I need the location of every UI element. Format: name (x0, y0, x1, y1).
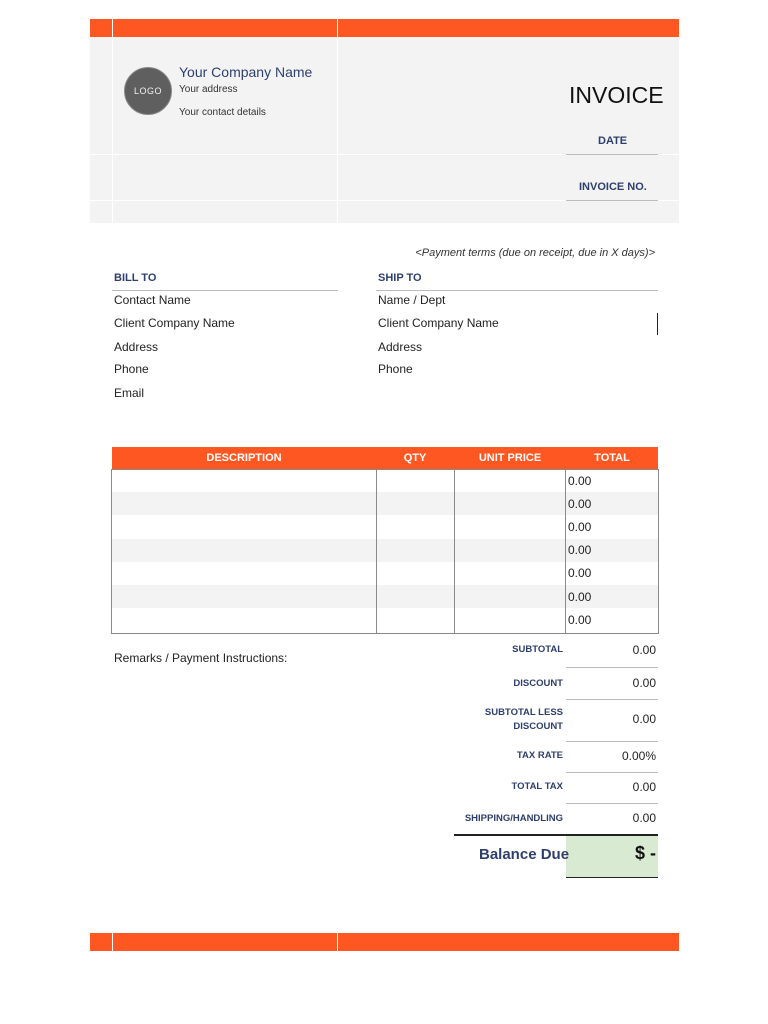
top-bar-divider (337, 19, 338, 37)
date-field-line[interactable] (566, 154, 658, 155)
bottom-bar-divider (112, 933, 113, 951)
row-total[interactable]: 0.00 (568, 590, 592, 604)
logo-text: LOGO (133, 86, 162, 96)
discount-value[interactable]: 0.00 (632, 676, 656, 690)
summary-divider (566, 699, 658, 700)
bill-to-label: BILL TO (114, 272, 157, 284)
col-qty: QTY (403, 452, 427, 464)
row-total[interactable]: 0.00 (568, 497, 592, 511)
shipping-label: SHIPPING/HANDLING (464, 813, 563, 824)
summary-divider (566, 803, 658, 804)
bill-to-address[interactable]: Address (114, 340, 159, 354)
top-accent-bar (90, 19, 679, 37)
col-unit-price: UNIT PRICE (478, 452, 542, 464)
subtotal-less-discount-value[interactable]: 0.00 (632, 712, 656, 726)
remarks-label[interactable]: Remarks / Payment Instructions: (114, 651, 288, 665)
date-label: DATE (598, 135, 628, 147)
ship-to-phone[interactable]: Phone (378, 362, 413, 376)
invoice-no-field-line[interactable] (566, 200, 658, 201)
row-total[interactable]: 0.00 (568, 520, 592, 534)
bill-to-email[interactable]: Email (114, 386, 145, 400)
bill-to-company[interactable]: Client Company Name (114, 316, 235, 330)
col-description: DESCRIPTION (206, 452, 282, 464)
tax-rate-value[interactable]: 0.00% (621, 749, 656, 763)
row-total[interactable]: 0.00 (568, 613, 592, 627)
ship-to-name-dept[interactable]: Name / Dept (378, 293, 446, 307)
discount-label: DISCOUNT (513, 678, 563, 689)
company-contact[interactable]: Your contact details (179, 107, 266, 118)
table-column-divider (376, 469, 377, 633)
payment-terms[interactable]: <Payment terms (due on receipt, due in X days)> (415, 247, 655, 259)
summary-divider (566, 772, 658, 773)
total-tax-value[interactable]: 0.00 (632, 780, 656, 794)
table-column-divider (454, 469, 455, 633)
total-tax-label: TOTAL TAX (511, 781, 563, 792)
header-grid-line (112, 37, 113, 223)
table-column-divider (565, 469, 566, 633)
col-total: TOTAL (594, 452, 630, 464)
row-total[interactable]: 0.00 (568, 566, 592, 580)
company-logo[interactable] (124, 67, 172, 115)
tax-rate-label: TAX RATE (516, 750, 563, 761)
items-table-header (112, 447, 658, 469)
row-total[interactable]: 0.00 (568, 543, 592, 557)
bill-to-phone[interactable]: Phone (114, 362, 149, 376)
company-address[interactable]: Your address (179, 84, 238, 95)
ship-to-divider (376, 290, 658, 291)
ship-to-label: SHIP TO (378, 272, 422, 284)
balance-due-value[interactable]: $ - (634, 843, 656, 863)
header-grid-line (337, 37, 338, 223)
summary-divider (566, 667, 658, 668)
row-total[interactable]: 0.00 (568, 474, 592, 488)
top-bar-divider (112, 19, 113, 37)
ship-to-address[interactable]: Address (378, 340, 423, 354)
text-cursor (657, 313, 658, 335)
bottom-bar-divider (337, 933, 338, 951)
balance-due-label: Balance Due (479, 846, 570, 863)
summary-divider (566, 741, 658, 742)
bill-to-contact-name[interactable]: Contact Name (114, 293, 191, 307)
subtotal-value[interactable]: 0.00 (632, 643, 656, 657)
bottom-accent-bar (90, 933, 679, 951)
shipping-value[interactable]: 0.00 (632, 811, 656, 825)
balance-bottom-rule (566, 877, 658, 878)
invoice-title: INVOICE (569, 82, 664, 108)
bill-to-divider (112, 290, 338, 291)
subtotal-less-discount-label-line1: SUBTOTAL LESS (484, 707, 563, 718)
ship-to-company[interactable]: Client Company Name (378, 316, 499, 330)
subtotal-less-discount-label-line2: DISCOUNT (513, 721, 563, 732)
invoice-no-label: INVOICE NO. (579, 181, 647, 193)
items-table-border (111, 469, 659, 634)
company-name[interactable]: Your Company Name (179, 64, 313, 80)
subtotal-label: SUBTOTAL (512, 644, 563, 655)
